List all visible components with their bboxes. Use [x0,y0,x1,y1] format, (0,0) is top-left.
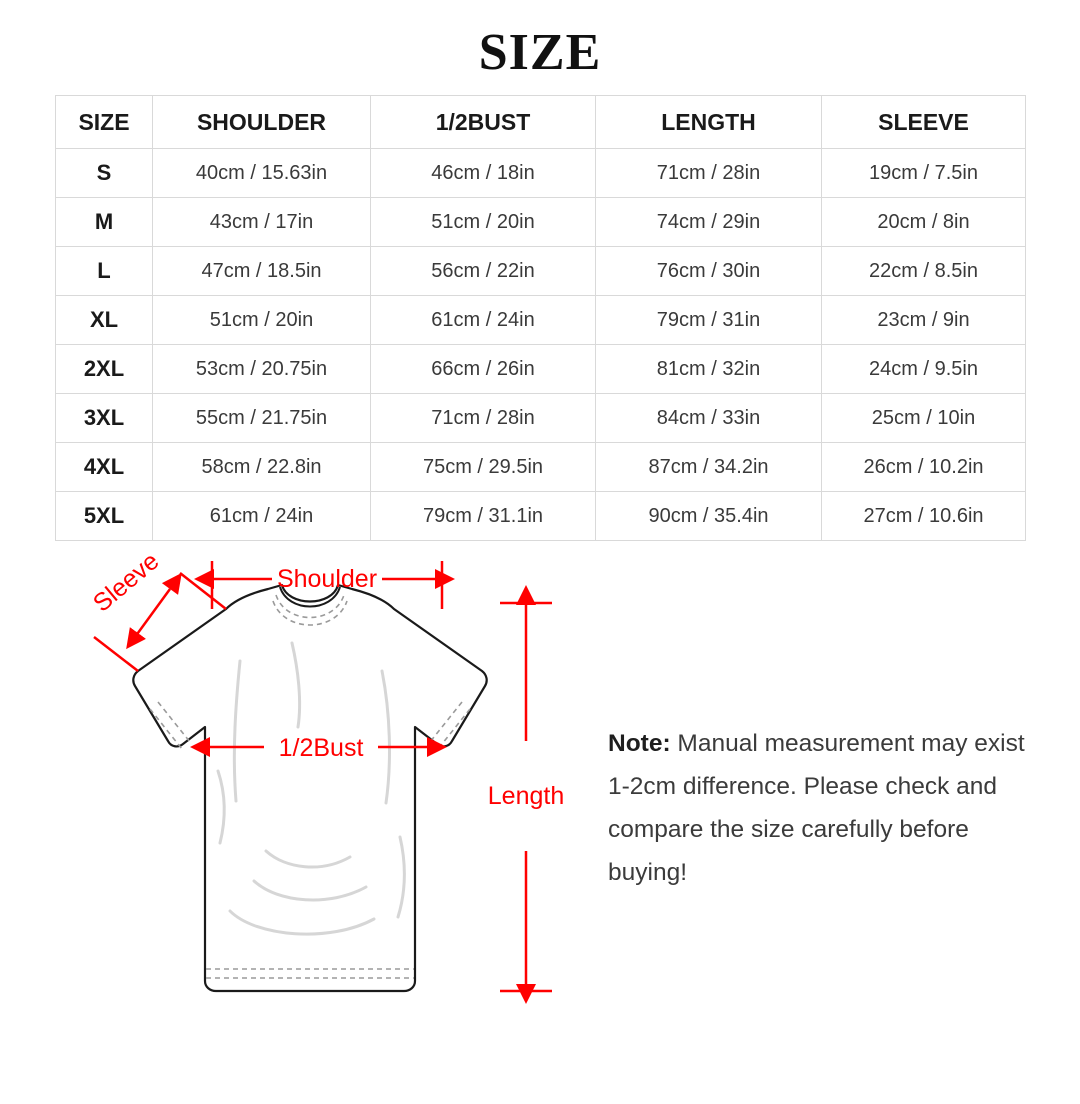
tshirt-diagram [30,551,610,1051]
cell-length: 79cm / 31in [596,296,822,345]
size-chart-container [55,95,1025,541]
cell-bust: 56cm / 22in [371,247,596,296]
table-row [56,492,1026,541]
cell-length: 81cm / 32in [596,345,822,394]
table-header-row [56,96,1026,149]
cell-sleeve: 24cm / 9.5in [822,345,1026,394]
note-block [608,723,1038,895]
column-header-bust: 1/2BUST [371,96,596,149]
cell-shoulder: 61cm / 24in [153,492,371,541]
cell-sleeve: 23cm / 9in [822,296,1026,345]
cell-length: 84cm / 33in [596,394,822,443]
cell-sleeve: 25cm / 10in [822,394,1026,443]
cell-size: M [56,198,153,247]
note-label: Note: [608,730,671,758]
cell-bust: 61cm / 24in [371,296,596,345]
cell-size: 3XL [56,394,153,443]
cell-length: 87cm / 34.2in [596,443,822,492]
column-header-shoulder: SHOULDER [153,96,371,149]
cell-shoulder: 55cm / 21.75in [153,394,371,443]
cell-length: 90cm / 35.4in [596,492,822,541]
measurement-diagram-area [0,551,1080,1071]
cell-bust: 66cm / 26in [371,345,596,394]
note-text: Manual measurement may exist 1-2cm difference. Please check and compare the size carefully before buying! [608,730,1025,886]
cell-sleeve: 26cm / 10.2in [822,443,1026,492]
cell-size: 5XL [56,492,153,541]
cell-shoulder: 58cm / 22.8in [153,443,371,492]
cell-shoulder: 43cm / 17in [153,198,371,247]
cell-length: 71cm / 28in [596,149,822,198]
cell-sleeve: 27cm / 10.6in [822,492,1026,541]
bust-label: 1/2Bust [278,734,364,763]
length-label: Length [487,782,565,811]
tshirt-outline [133,585,486,991]
shoulder-label: Shoulder [276,565,378,594]
column-header-size: SIZE [56,96,153,149]
table-body [56,149,1026,541]
table-header [56,96,1026,149]
cell-bust: 51cm / 20in [371,198,596,247]
table-row [56,296,1026,345]
cell-size: S [56,149,153,198]
cell-bust: 71cm / 28in [371,394,596,443]
cell-bust: 46cm / 18in [371,149,596,198]
table-row [56,394,1026,443]
cell-size: XL [56,296,153,345]
table-row [56,345,1026,394]
cell-sleeve: 19cm / 7.5in [822,149,1026,198]
cell-shoulder: 53cm / 20.75in [153,345,371,394]
cell-size: 2XL [56,345,153,394]
table-row [56,149,1026,198]
cell-sleeve: 22cm / 8.5in [822,247,1026,296]
cell-size: 4XL [56,443,153,492]
cell-length: 74cm / 29in [596,198,822,247]
cell-length: 76cm / 30in [596,247,822,296]
cell-shoulder: 47cm / 18.5in [153,247,371,296]
cell-sleeve: 20cm / 8in [822,198,1026,247]
cell-bust: 75cm / 29.5in [371,443,596,492]
size-chart-table [55,95,1026,541]
page-title: SIZE [478,24,602,81]
column-header-sleeve: SLEEVE [822,96,1026,149]
cell-size: L [56,247,153,296]
sleeve-label: Sleeve [87,551,165,618]
cell-bust: 79cm / 31.1in [371,492,596,541]
cell-shoulder: 40cm / 15.63in [153,149,371,198]
column-header-length: LENGTH [596,96,822,149]
table-row [56,247,1026,296]
cell-shoulder: 51cm / 20in [153,296,371,345]
table-row [56,443,1026,492]
table-row [56,198,1026,247]
